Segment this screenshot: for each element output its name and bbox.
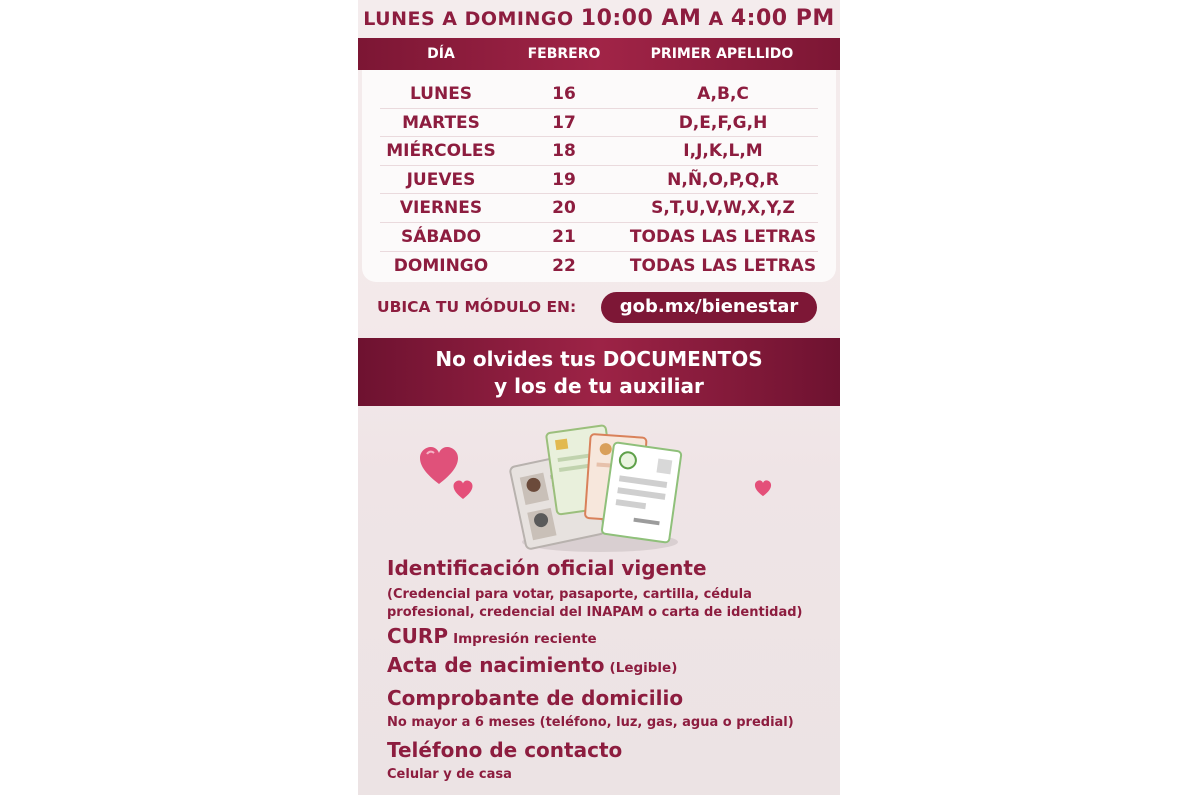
hours-end: 4:00 PM — [730, 6, 835, 31]
schedule-table — [362, 70, 836, 282]
row-letters: D,E,F,G,H — [678, 112, 768, 133]
doc-id-detail-1 — [387, 583, 752, 602]
doc-detail: No mayor a 6 meses (teléfono, luz, gas, agua o predial) — [387, 715, 794, 730]
row-date: 17 — [552, 112, 576, 133]
documents-list — [358, 556, 840, 795]
doc-detail: Impresión reciente — [453, 631, 597, 647]
table-row — [362, 223, 836, 252]
row-day: MIÉRCOLES — [386, 141, 496, 162]
row-letters: N,Ñ,O,P,Q,R — [667, 169, 779, 190]
doc-detail: (Credencial para votar, pasaporte, cartilla, cédula — [387, 587, 752, 602]
row-date: 16 — [552, 84, 576, 104]
table-row — [362, 252, 836, 281]
heart-icon — [452, 480, 474, 500]
banner-line-1: No olvides tus DOCUMENTOS — [435, 347, 763, 371]
doc-detail: Celular y de casa — [387, 767, 512, 782]
doc-acta — [387, 653, 677, 677]
row-day: MARTES — [402, 112, 480, 133]
header-month: FEBRERO — [527, 46, 601, 62]
row-letters: S,T,U,V,W,X,Y,Z — [651, 198, 795, 219]
header-surname: PRIMER APELLIDO — [650, 46, 794, 62]
banner-line-2: y los de tu auxiliar — [494, 374, 704, 398]
row-date: 20 — [552, 198, 576, 219]
heart-icon — [754, 480, 772, 497]
locate-module — [358, 292, 840, 324]
documents-banner — [358, 338, 840, 406]
id-cards-icon — [508, 414, 690, 554]
row-day: JUEVES — [406, 169, 476, 190]
row-letters: TODAS LAS LETRAS — [629, 227, 817, 247]
table-row — [362, 194, 836, 223]
doc-detail: (Legible) — [609, 660, 678, 676]
row-letters: A,B,C — [697, 84, 749, 104]
row-date: 19 — [552, 169, 576, 190]
locate-label: UBICA TU MÓDULO EN: — [377, 298, 577, 316]
doc-detail: profesional, credencial del INAPAM o carta de identidad) — [387, 605, 803, 620]
hours-prefix: LUNES A DOMINGO — [363, 8, 574, 30]
doc-title: Acta de nacimiento — [387, 653, 605, 677]
doc-telefono-detail — [387, 763, 512, 782]
row-letters: I,J,K,L,M — [683, 141, 763, 162]
row-day: DOMINGO — [393, 255, 489, 276]
locate-url-link[interactable]: gob.mx/bienestar — [601, 292, 817, 323]
doc-comprobante-detail — [387, 711, 794, 730]
row-date: 22 — [552, 255, 576, 276]
doc-title: Comprobante de domicilio — [387, 686, 684, 710]
doc-title: Teléfono de contacto — [387, 738, 623, 762]
schedule-hours — [358, 6, 840, 31]
table-row — [362, 166, 836, 195]
doc-id-detail-2 — [387, 601, 803, 620]
doc-title: CURP — [387, 624, 448, 648]
hours-connector: A — [708, 8, 724, 30]
row-letters: TODAS LAS LETRAS — [629, 255, 817, 276]
row-day: VIERNES — [399, 198, 483, 219]
doc-telefono-title — [387, 738, 622, 762]
row-day: SÁBADO — [400, 227, 482, 247]
row-date: 21 — [552, 227, 576, 247]
hours-start: 10:00 AM — [580, 6, 702, 31]
table-row — [362, 137, 836, 166]
row-date: 18 — [552, 141, 576, 162]
doc-title: Identificación oficial vigente — [387, 556, 707, 580]
table-row — [362, 109, 836, 138]
table-row — [362, 80, 836, 109]
poster — [358, 0, 840, 795]
header-day: DÍA — [427, 46, 455, 62]
doc-curp — [387, 624, 597, 648]
doc-comprobante-title — [387, 686, 683, 710]
illustration — [358, 406, 840, 556]
doc-id-title — [387, 556, 707, 580]
row-day: LUNES — [409, 84, 473, 104]
schedule-table-header — [358, 38, 840, 70]
